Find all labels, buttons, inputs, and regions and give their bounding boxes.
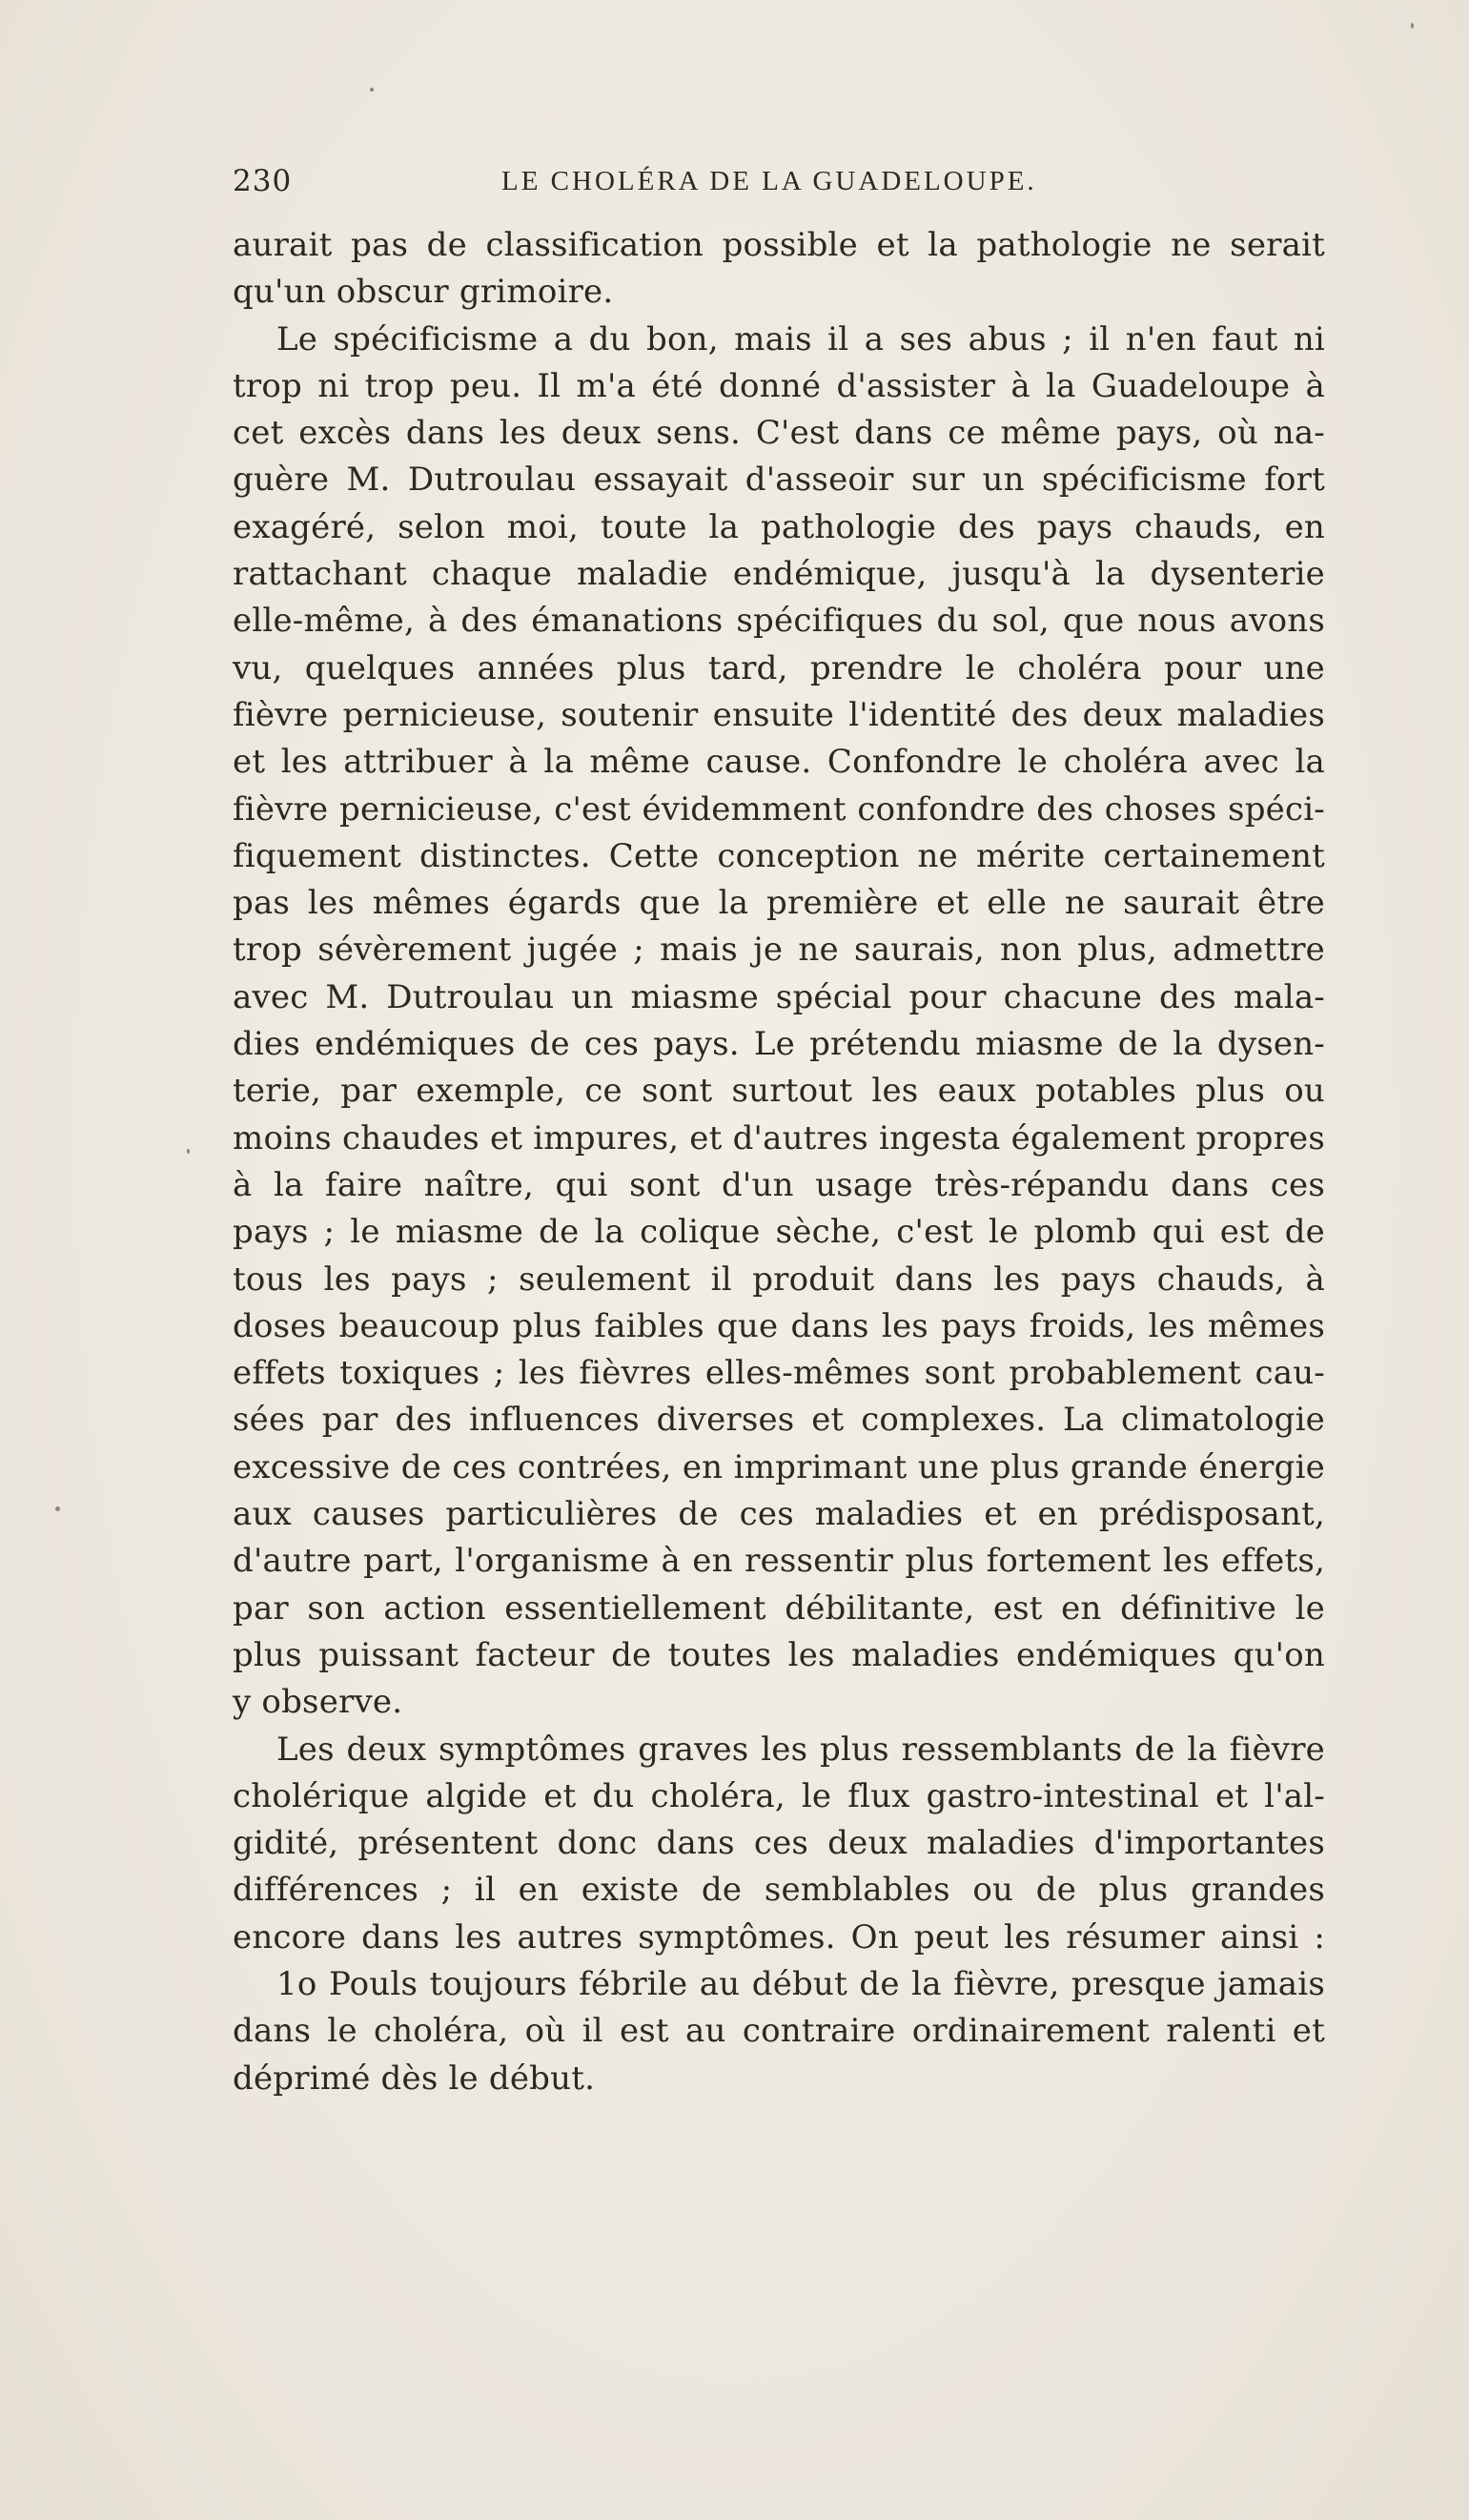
text-line: encore dans les autres symptômes. On peut les résumer ainsi : <box>233 1917 1325 1957</box>
paper-speck <box>55 1506 60 1511</box>
text-line: dans le choléra, où il est au contraire ordinairement ralenti et <box>233 2012 1325 2051</box>
text-line: d'autre part, l'organisme à en ressentir plus fortement les effets, <box>233 1542 1325 1581</box>
text-line: guère M. Dutroulau essayait d'asseoir sur un spécificisme fort <box>233 461 1325 500</box>
text-line: terie, par exemple, ce sont surtout les eaux potables plus ou <box>233 1072 1325 1111</box>
text-line: Le spécificisme a du bon, mais il a ses abus ; il n'en faut ni <box>276 319 1325 359</box>
text-line: cet excès dans les deux sens. C'est dans ce même pays, où na- <box>233 414 1325 453</box>
text-line: tous les pays ; seulement il produit dans les pays chauds, à <box>233 1260 1325 1299</box>
text-line: plus puissant facteur de toutes les maladies endémiques qu'on <box>233 1635 1325 1674</box>
text-line: Les deux symptômes graves les plus ressemblants de la fièvre <box>276 1730 1325 1769</box>
text-line: et les attribuer à la même cause. Confondre le choléra avec la <box>233 743 1325 782</box>
text-line: déprimé dès le début. <box>233 2059 596 2098</box>
text-line: pas les mêmes égards que la première et elle ne saurait être <box>233 884 1325 923</box>
text-line: elle-même, à des émanations spécifiques du sol, que nous avons <box>233 602 1325 641</box>
text-line: y observe. <box>233 1683 403 1722</box>
text-line: dies endémiques de ces pays. Le prétendu miasme de la dysen- <box>233 1025 1325 1064</box>
page-number: 230 <box>233 164 293 198</box>
body-text <box>233 222 1325 2102</box>
text-line: fièvre pernicieuse, c'est évidemment confondre des choses spéci- <box>233 789 1325 829</box>
text-line: pays ; le miasme de la colique sèche, c'est le plomb qui est de <box>233 1213 1325 1252</box>
text-line: cholérique algide et du choléra, le flux gastro-intestinal et l'al- <box>233 1776 1325 1815</box>
text-line: par son action essentiellement débilitante, est en définitive le <box>233 1588 1325 1628</box>
text-line: vu, quelques années plus tard, prendre le choléra pour une <box>233 648 1325 687</box>
text-line: avec M. Dutroulau un miasme spécial pour chacune des mala- <box>233 977 1325 1016</box>
text-line: doses beaucoup plus faibles que dans les pays froids, les mêmes <box>233 1306 1325 1345</box>
text-line: à la faire naître, qui sont d'un usage très-répandu dans ces <box>233 1165 1325 1204</box>
text-line: aux causes particulières de ces maladies et en prédisposant, <box>233 1495 1325 1534</box>
text-line: sées par des influences diverses et complexes. La climatologie <box>233 1401 1325 1440</box>
text-line: qu'un obscur grimoire. <box>233 273 614 312</box>
text-line: différences ; il en existe de semblables ou de plus grandes <box>233 1871 1325 1910</box>
paper-speck <box>370 88 374 92</box>
page-header <box>233 164 1043 202</box>
text-line: trop sévèrement jugée ; mais je ne saurais, non plus, admettre <box>233 931 1325 970</box>
text-line: fièvre pernicieuse, soutenir ensuite l'identité des deux maladies <box>233 695 1325 734</box>
text-line: moins chaudes et impures, et d'autres ingesta également propres <box>233 1118 1325 1158</box>
paper-speck <box>187 1149 190 1154</box>
text-line: gidité, présentent donc dans ces deux maladies d'importantes <box>233 1824 1325 1863</box>
text-line: 1o Pouls toujours fébrile au début de la fièvre, presque jamais <box>276 1964 1325 2003</box>
text-line: rattachant chaque maladie endémique, jusqu'à la dysenterie <box>233 555 1325 594</box>
text-line: excessive de ces contrées, en imprimant une plus grande énergie <box>233 1447 1325 1486</box>
text-line: aurait pas de classification possible et la pathologie ne serait <box>233 226 1325 264</box>
running-title: LE CHOLÉRA DE LA GUADELOUPE. <box>501 166 1037 196</box>
text-line: trop ni trop peu. Il m'a été donné d'assister à la Guadeloupe à <box>233 366 1325 405</box>
text-line: fiquement distinctes. Cette conception ne mérite certainement <box>233 836 1325 875</box>
text-line: effets toxiques ; les fièvres elles-mêmes sont probablement cau- <box>233 1354 1325 1393</box>
text-line: exagéré, selon moi, toute la pathologie des pays chauds, en <box>233 507 1325 546</box>
paper-speck <box>1411 23 1414 29</box>
